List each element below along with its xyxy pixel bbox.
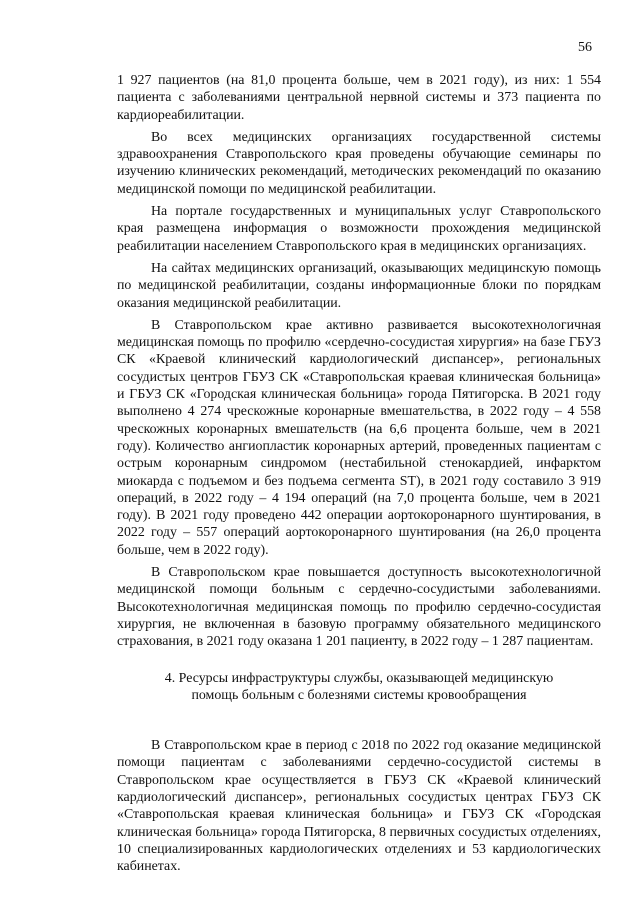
paragraph: В Ставропольском крае активно развивается высокотехнологичная медицинская помощь по профилю «сердечно-сосудистая хирургия» на базе ГБУЗ СК «Краевой клинический кардиологический диспансер», региональных сосудистых центров ГБУЗ СК «Ставропольская краевая клиническая больница» и ГБУЗ СК «Городская клиническая больница» города Пятигорска. В 2021 году выполнено 4 274 чрескожные коронарные вмешательства, в 2022 году – 4 558 чрескожных коронарных вмешательств (на 6,6 процента больше, чем в 2021 году). Количество ангиопластик коронарных артерий, проведенных пациентам с острым коронарным синдромом (нестабильной стенокардией, инфарктом миокарда с подъемом и без подъема сегмента ST), в 2021 году составило 3 919 операций, в 2022 году – 4 194 операций (на 7,0 процента больше, чем в 2021 году). В 2021 году проведено 442 операции аортокоронарного шунтирования, в 2022 году – 557 операций аортокоронарного шунтирования (на 26,0 процента больше, чем в 2022 году). [117,317,601,558]
section-heading-line: помощь больным с болезнями системы кровообращения [191,687,527,703]
paragraph: На сайтах медицинских организаций, оказывающих медицинскую помощь по медицинской реабилитации, созданы информационные блоки по порядкам оказания медицинской реабилитации. [117,260,601,311]
document-body [117,72,601,880]
page-number: 56 [578,40,592,55]
paragraph: Во всех медицинских организациях государственной системы здравоохранения Ставропольского края проведены обучающие семинары по изучению клинических рекомендаций, методических рекомендаций по оказанию медицинской помощи по медицинской реабилитации. [117,129,601,197]
section-heading [117,670,601,705]
section-heading-line: 4. Ресурсы инфраструктуры службы, оказывающей медицинскую [164,670,554,686]
paragraph: В Ставропольском крае повышается доступность высокотехнологичной медицинской помощи больным с сердечно-сосудистыми заболеваниями. Высокотехнологичная медицинская помощь по профилю сердечно-сосудистая хирургия, не включенная в базовую программу обязательного медицинского страхования, в 2021 году оказана 1 201 пациенту, в 2022 году – 1 287 пациентам. [117,565,601,650]
paragraph: В Ставропольском крае в период с 2018 по 2022 год оказание медицинской помощи пациентам с заболеваниями сердечно-сосудистой системы в Ставропольском крае осуществляется в ГБУЗ СК «Краевой клинический кардиологический диспансер», региональных сосудистых центрах ГБУЗ СК «Ставропольская краевая клиническая больница» и ГБУЗ СК «Городская клиническая больница» города Пятигорска, 8 первичных сосудистых отделениях, 10 специализированных кардиологических отделениях и 53 кардиологических кабинетах. [117,738,601,875]
paragraph: На портале государственных и муниципальных услуг Ставропольского края размещена информация о возможности прохождения медицинской реабилитации населением Ставропольского края в медицинских организациях. [117,204,601,254]
paragraph: 1 927 пациентов (на 81,0 процента больше, чем в 2021 году), из них: 1 554 пациента с заболеваниями центральной нервной системы и 373 пациента по кардиореабилитации. [117,73,601,123]
